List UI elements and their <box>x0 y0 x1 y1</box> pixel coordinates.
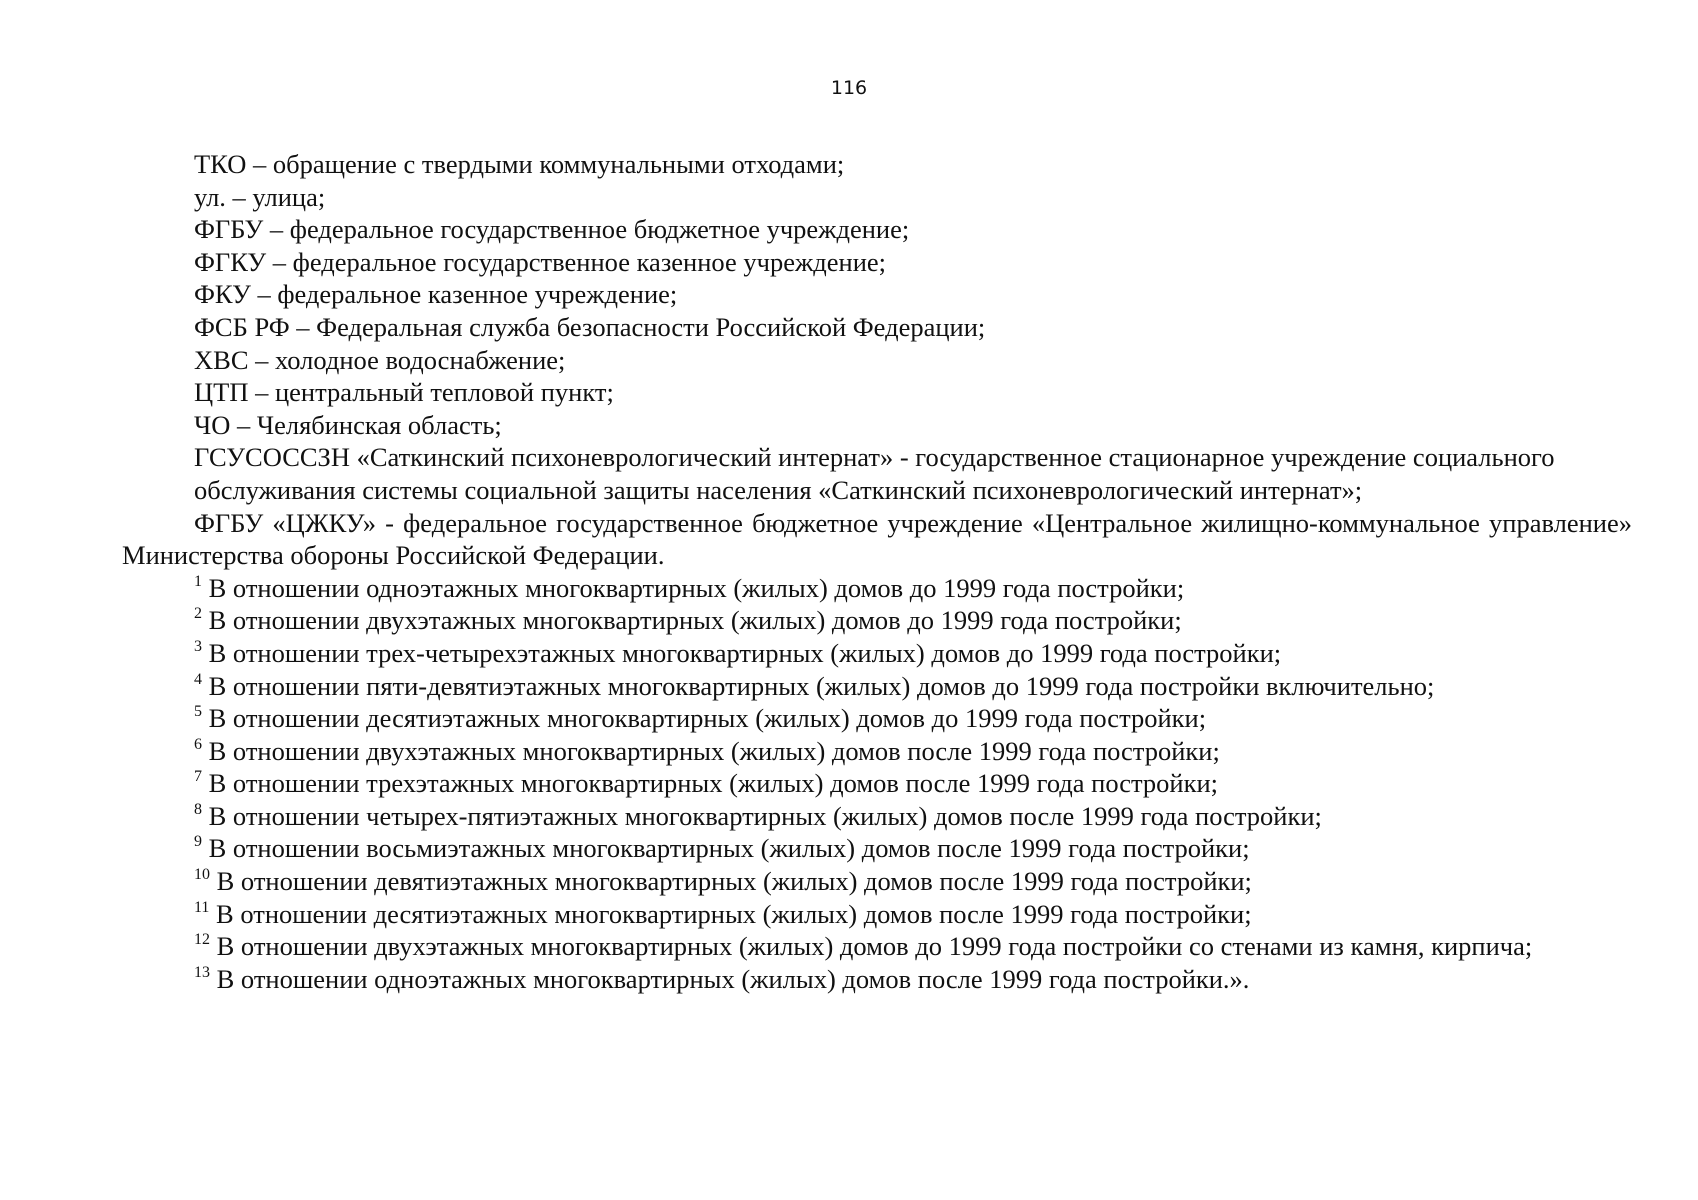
footnote-6 <box>122 735 1632 768</box>
footnote-list <box>122 572 1632 996</box>
document-body <box>122 148 1632 995</box>
footnote-text: В отношении двухэтажных многоквартирных (жилых) домов до 1999 года постройки со стенами из камня, кирпича; <box>210 931 1533 962</box>
abbreviation-gsusosszn-part-1: ГСУСОССЗН «Саткинский психоневрологический интернат» - государственное стационарное учреждение социального <box>194 442 1555 473</box>
footnote-text: В отношении девятиэтажных многоквартирных (жилых) домов после 1999 года постройки; <box>210 866 1252 897</box>
footnote-12 <box>122 930 1632 963</box>
abbreviation-gsusosszn-part-2: обслуживания системы социальной защиты населения «Саткинский психоневрологический интернат»; <box>194 474 1363 505</box>
footnote-2 <box>122 604 1632 637</box>
footnote-mark: 13 <box>194 963 210 981</box>
footnote-mark: 7 <box>194 768 202 786</box>
footnote-text: В отношении десятиэтажных многоквартирных (жилых) домов до 1999 года постройки; <box>202 703 1207 734</box>
footnote-mark: 6 <box>194 735 202 753</box>
footnote-text: В отношении четырех-пятиэтажных многоквартирных (жилых) домов после 1999 года постройки; <box>202 800 1322 831</box>
footnote-text: В отношении пяти-девятиэтажных многоквартирных (жилых) домов до 1999 года постройки включительно; <box>202 670 1435 701</box>
abbreviation-hvs: ХВС – холодное водоснабжение; <box>194 344 566 375</box>
footnote-11 <box>122 898 1632 931</box>
footnote-mark: 1 <box>194 572 202 590</box>
footnote-mark: 3 <box>194 637 202 655</box>
abbreviation-fsb-rf: ФСБ РФ – Федеральная служба безопасности Российской Федерации; <box>194 311 986 342</box>
abbreviation-tko: ТКО – обращение с твердыми коммунальными отходами; <box>194 149 845 179</box>
abbreviation-ctp: ЦТП – центральный тепловой пункт; <box>194 377 614 408</box>
footnote-10 <box>122 865 1632 898</box>
abbreviation-fku: ФКУ – федеральное казенное учреждение; <box>194 279 678 310</box>
footnote-text: В отношении трех-четырехэтажных многоквартирных (жилых) домов до 1999 года постройки; <box>202 637 1282 668</box>
abbreviation-cho: ЧО – Челябинская область; <box>194 409 502 440</box>
footnote-text: В отношении двухэтажных многоквартирных (жилых) домов после 1999 года постройки; <box>202 735 1220 766</box>
footnote-text: В отношении восьмиэтажных многоквартирных (жилых) домов после 1999 года постройки; <box>202 833 1250 864</box>
abbreviation-ul: ул. – улица; <box>194 181 326 212</box>
footnote-8 <box>122 800 1632 833</box>
footnote-9 <box>122 832 1632 865</box>
footnote-3 <box>122 637 1632 670</box>
footnote-4 <box>122 670 1632 703</box>
footnote-text: В отношении двухэтажных многоквартирных (жилых) домов до 1999 года постройки; <box>202 605 1182 636</box>
footnote-mark: 11 <box>194 898 210 916</box>
footnote-text: В отношении трехэтажных многоквартирных (жилых) домов после 1999 года постройки; <box>202 768 1219 799</box>
page-number: 116 <box>830 77 868 99</box>
footnote-mark: 9 <box>194 833 202 851</box>
footnote-mark: 5 <box>194 703 202 721</box>
footnote-mark: 12 <box>194 931 210 949</box>
footnote-mark: 10 <box>194 866 210 884</box>
footnote-mark: 8 <box>194 800 202 818</box>
footnote-text: В отношении десятиэтажных многоквартирных (жилых) домов после 1999 года постройки; <box>209 898 1252 929</box>
footnote-mark: 4 <box>194 670 202 688</box>
abbreviation-fgku: ФГКУ – федеральное государственное казенное учреждение; <box>194 246 887 277</box>
footnote-7 <box>122 767 1632 800</box>
footnote-text: В отношении одноэтажных многоквартирных (жилых) домов после 1999 года постройки.». <box>210 963 1250 994</box>
abbreviation-list <box>122 148 1632 441</box>
abbreviation-fgbu: ФГБУ – федеральное государственное бюджетное учреждение; <box>194 214 910 245</box>
footnote-13 <box>122 963 1632 996</box>
abbreviation-fgbu-czhku: ФГБУ «ЦЖКУ» - федеральное государственное бюджетное учреждение «Центральное жилищно-коммунальное управление» Министерства обороны Российской Федерации. <box>122 507 1632 571</box>
footnote-5 <box>122 702 1632 735</box>
footnote-1 <box>122 572 1632 605</box>
footnote-mark: 2 <box>194 605 202 623</box>
footnote-text: В отношении одноэтажных многоквартирных (жилых) домов до 1999 года постройки; <box>202 572 1185 603</box>
